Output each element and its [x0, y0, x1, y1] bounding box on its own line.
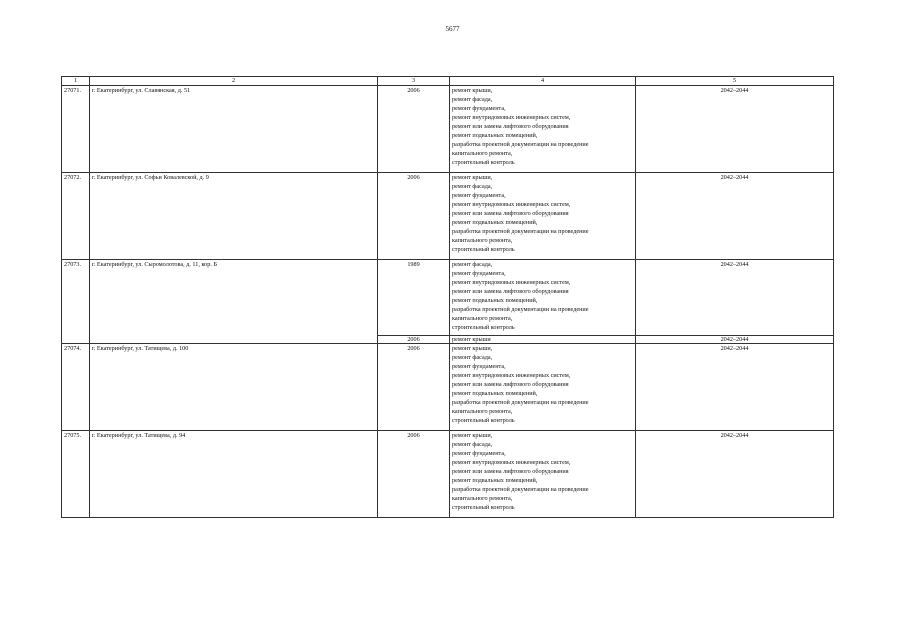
- year-cell: 2006: [378, 173, 450, 260]
- work-item: капитального ремонта,: [452, 237, 513, 244]
- address-cell: г. Екатеринбург, ул. Татищева, д. 100: [90, 344, 378, 431]
- work-item: ремонт внутридомовых инженерных систем,: [452, 372, 571, 379]
- table-row: [62, 431, 834, 518]
- work-item: ремонт фасада,: [452, 441, 493, 448]
- year-cell: 2006: [378, 86, 450, 173]
- address-cell: г. Екатеринбург, ул. Славянская, д. 51: [90, 86, 378, 173]
- work-item: капитального ремонта,: [452, 150, 513, 157]
- works-cell: [450, 336, 636, 344]
- work-item: строительный контроль: [452, 159, 515, 166]
- row-number: 27075.: [62, 431, 90, 518]
- work-item: разработка проектной документации на проведение: [452, 399, 589, 406]
- work-item: ремонт подвальных помещений,: [452, 477, 538, 484]
- work-item: ремонт внутридомовых инженерных систем,: [452, 114, 571, 121]
- work-item: ремонт подвальных помещений,: [452, 219, 538, 226]
- table-row: [62, 260, 834, 336]
- work-item: ремонт фасада,: [452, 261, 493, 268]
- works-cell: [450, 173, 636, 260]
- period-cell: 2042–2044: [636, 173, 834, 260]
- work-item: строительный контроль: [452, 417, 515, 424]
- address-cell: г. Екатеринбург, ул. Сыромолотова, д. 11, кор. Б: [90, 260, 378, 344]
- row-number: 27074.: [62, 344, 90, 431]
- header-row: [62, 77, 834, 86]
- year-cell: 1989: [378, 260, 450, 336]
- works-cell: [450, 260, 636, 336]
- work-item: ремонт или замена лифтового оборудования: [452, 468, 569, 475]
- work-item: ремонт подвальных помещений,: [452, 297, 538, 304]
- row-number: 27072.: [62, 173, 90, 260]
- work-item: ремонт крыши: [452, 336, 491, 343]
- period-cell: 2042–2044: [636, 260, 834, 336]
- row-number: 27073.: [62, 260, 90, 344]
- address-cell: г. Екатеринбург, ул. Софьи Ковалевской, д. 9: [90, 173, 378, 260]
- work-item: разработка проектной документации на проведение: [452, 486, 589, 493]
- work-item: строительный контроль: [452, 504, 515, 511]
- work-item: ремонт внутридомовых инженерных систем,: [452, 201, 571, 208]
- works-cell: [450, 344, 636, 431]
- work-item: строительный контроль: [452, 324, 515, 331]
- period-cell: 2042–2044: [636, 431, 834, 518]
- register-table: [61, 76, 834, 518]
- year-cell: 2006: [378, 344, 450, 431]
- work-item: ремонт фасада,: [452, 183, 493, 190]
- period-cell: 2042–2044: [636, 86, 834, 173]
- work-item: ремонт подвальных помещений,: [452, 390, 538, 397]
- period-cell: 2042–2044: [636, 336, 834, 344]
- row-number: 27071.: [62, 86, 90, 173]
- work-item: разработка проектной документации на проведение: [452, 228, 589, 235]
- work-item: ремонт крыши,: [452, 345, 493, 352]
- work-item: ремонт внутридомовых инженерных систем,: [452, 279, 571, 286]
- work-item: ремонт фундамента,: [452, 105, 506, 112]
- year-cell: 2006: [378, 336, 450, 344]
- work-item: ремонт крыши,: [452, 174, 493, 181]
- page-number: 5677: [445, 25, 460, 33]
- work-item: ремонт крыши,: [452, 87, 493, 94]
- work-item: строительный контроль: [452, 246, 515, 253]
- work-item: разработка проектной документации на проведение: [452, 306, 589, 313]
- work-item: ремонт фундамента,: [452, 363, 506, 370]
- work-item: ремонт или замена лифтового оборудования: [452, 381, 569, 388]
- header-cell-3: 3: [378, 77, 450, 86]
- address-cell: г. Екатеринбург, ул. Татищева, д. 94: [90, 431, 378, 518]
- work-item: ремонт внутридомовых инженерных систем,: [452, 459, 571, 466]
- work-item: капитального ремонта,: [452, 408, 513, 415]
- header-cell-2: 2: [90, 77, 378, 86]
- work-item: ремонт фундамента,: [452, 192, 506, 199]
- header-cell-5: 5: [636, 77, 834, 86]
- work-item: разработка проектной документации на проведение: [452, 141, 589, 148]
- work-item: ремонт крыши,: [452, 432, 493, 439]
- work-item: ремонт фасада,: [452, 96, 493, 103]
- table-row: [62, 344, 834, 431]
- header-cell-1: 1: [62, 77, 90, 86]
- work-item: ремонт или замена лифтового оборудования: [452, 123, 569, 130]
- year-cell: 2006: [378, 431, 450, 518]
- work-item: ремонт или замена лифтового оборудования: [452, 210, 569, 217]
- header-cell-4: 4: [450, 77, 636, 86]
- period-cell: 2042–2044: [636, 344, 834, 431]
- works-cell: [450, 86, 636, 173]
- work-item: ремонт или замена лифтового оборудования: [452, 288, 569, 295]
- work-item: ремонт подвальных помещений,: [452, 132, 538, 139]
- work-item: ремонт фасада,: [452, 354, 493, 361]
- work-item: ремонт фундамента,: [452, 270, 506, 277]
- work-item: капитального ремонта,: [452, 315, 513, 322]
- table-row: [62, 173, 834, 260]
- table-row: [62, 86, 834, 173]
- work-item: ремонт фундамента,: [452, 450, 506, 457]
- work-item: капитального ремонта,: [452, 495, 513, 502]
- works-cell: [450, 431, 636, 518]
